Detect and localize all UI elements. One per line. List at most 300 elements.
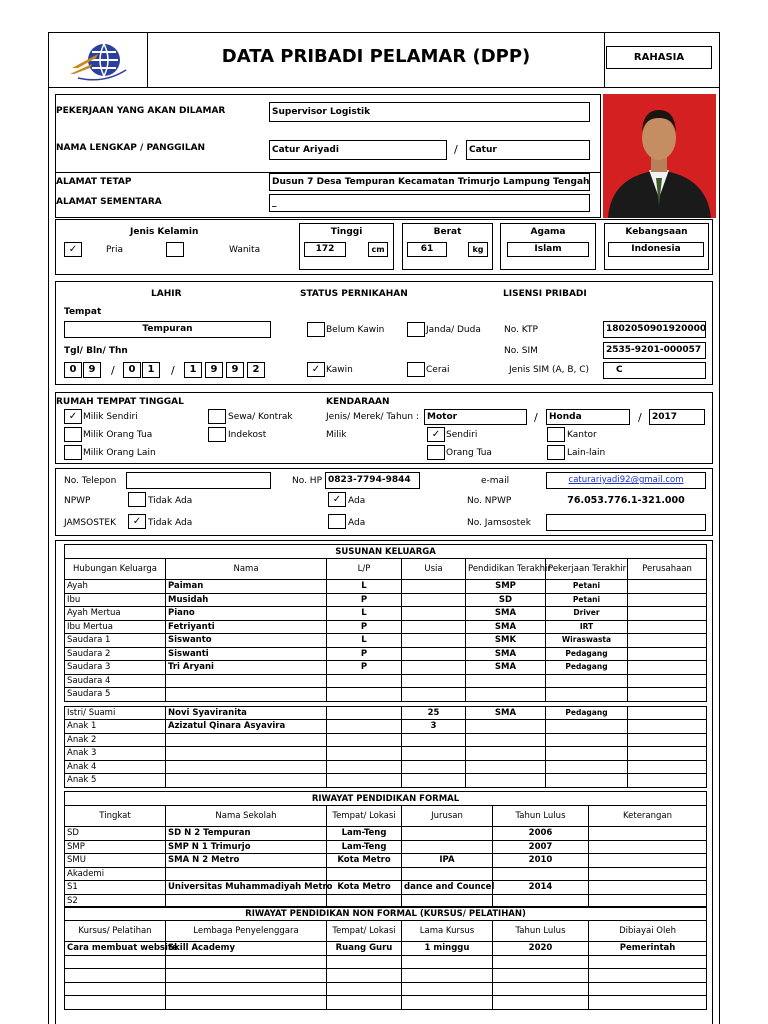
- email-link[interactable]: caturariyadi92@gmail.com: [568, 475, 684, 485]
- family-header-cell: Perusahaan: [628, 559, 707, 580]
- fixed-address-label: ALAMAT TETAP: [56, 177, 132, 187]
- courses-header-cell: Tahun Lulus: [493, 921, 589, 942]
- family-cell: [402, 607, 466, 621]
- family-cell: [546, 674, 628, 688]
- family-table: [64, 544, 707, 788]
- family-cell: [628, 607, 707, 621]
- courses-cell: [166, 955, 327, 969]
- family-cell: 3: [402, 720, 466, 734]
- family-cell: Piano: [166, 607, 327, 621]
- jamsostek-none-checkbox[interactable]: ✓: [128, 514, 146, 529]
- family-cell: Fetriyanti: [166, 620, 327, 634]
- birth-place-field[interactable]: Tempuran: [64, 321, 271, 338]
- courses-cell: [402, 982, 493, 996]
- courses-cell: [65, 996, 166, 1010]
- ktp-field[interactable]: 1802050901920000: [603, 321, 706, 338]
- family-cell: L: [327, 580, 402, 594]
- courses-header-cell: Lama Kursus: [402, 921, 493, 942]
- family-cell: Musidah: [166, 593, 327, 607]
- family-cell: [327, 706, 402, 720]
- family-cell: L: [327, 607, 402, 621]
- vehicle-others-checkbox[interactable]: [547, 445, 565, 460]
- address-divider: [55, 172, 601, 173]
- family-cell: P: [327, 661, 402, 675]
- education-title: RIWAYAT PENDIDIKAN FORMAL: [65, 792, 707, 806]
- divorced-label: Cerai: [426, 365, 450, 375]
- family-title: SUSUNAN KELUARGA: [65, 545, 707, 559]
- family-cell: [402, 688, 466, 702]
- courses-cell: [65, 982, 166, 996]
- height-unit: cm: [368, 242, 388, 257]
- kost-checkbox[interactable]: [208, 427, 226, 442]
- courses-cell: [327, 955, 402, 969]
- family-cell: Novi Syaviranita: [166, 706, 327, 720]
- education-cell: Kota Metro: [327, 881, 402, 895]
- married-checkbox[interactable]: ✓: [307, 362, 325, 377]
- vehicle-office-label: Kantor: [567, 430, 597, 440]
- family-row: [65, 706, 707, 720]
- npwp-none-label: Tidak Ada: [148, 496, 193, 506]
- family-cell: Paiman: [166, 580, 327, 594]
- gender-label: Jenis Kelamin: [130, 227, 199, 237]
- courses-cell: [402, 996, 493, 1010]
- courses-cell: [589, 996, 707, 1010]
- nickname-field[interactable]: Catur: [466, 140, 590, 160]
- family-cell: [402, 674, 466, 688]
- family-cell: Pedagang: [546, 647, 628, 661]
- education-cell: 2007: [493, 840, 589, 854]
- family-cell: SMK: [466, 634, 546, 648]
- female-label: Wanita: [229, 245, 261, 255]
- npwp-yes-checkbox[interactable]: ✓: [328, 492, 346, 507]
- others-house-checkbox[interactable]: [64, 445, 82, 460]
- family-cell: [466, 688, 546, 702]
- rent-checkbox[interactable]: [208, 409, 226, 424]
- family-cell: SMA: [466, 607, 546, 621]
- male-checkbox[interactable]: ✓: [64, 242, 82, 257]
- family-cell: SMP: [466, 580, 546, 594]
- family-cell: Pedagang: [546, 661, 628, 675]
- birth-place-label: Tempat: [64, 307, 102, 317]
- others-house-label: Milik Orang Lain: [83, 448, 156, 458]
- family-cell: [546, 733, 628, 747]
- phone-field[interactable]: [126, 472, 271, 489]
- courses-header-row: [65, 921, 707, 942]
- family-cell: Ayah Mertua: [65, 607, 166, 621]
- family-cell: SMA: [466, 620, 546, 634]
- ktp-label: No. KTP: [504, 325, 538, 335]
- job-label: PEKERJAAN YANG AKAN DILAMAR: [56, 106, 226, 116]
- family-cell: SMA: [466, 661, 546, 675]
- family-cell: P: [327, 593, 402, 607]
- education-cell: [589, 867, 707, 881]
- nationality-field[interactable]: Indonesia: [608, 242, 704, 257]
- jamsostek-number-field[interactable]: [546, 514, 706, 531]
- family-cell: Petani: [546, 580, 628, 594]
- name-separator: /: [454, 143, 458, 156]
- family-cell: [166, 774, 327, 788]
- education-header-cell: Tempat/ Lokasi: [327, 806, 402, 827]
- family-cell: Ibu: [65, 593, 166, 607]
- family-cell: Tri Aryani: [166, 661, 327, 675]
- sim-field[interactable]: 2535-9201-000057: [603, 342, 706, 359]
- family-cell: [166, 760, 327, 774]
- phone-label: No. Telepon: [64, 476, 117, 486]
- family-cell: [466, 720, 546, 734]
- family-cell: Anak 4: [65, 760, 166, 774]
- height-field[interactable]: 172: [304, 242, 346, 257]
- courses-cell: Cara membuat website: [65, 942, 166, 956]
- family-cell: [628, 593, 707, 607]
- family-cell: [628, 706, 707, 720]
- family-cell: [327, 720, 402, 734]
- npwp-none-checkbox[interactable]: [128, 492, 146, 507]
- divorced-checkbox[interactable]: [407, 362, 425, 377]
- education-cell: 2014: [493, 881, 589, 895]
- family-body: [65, 545, 707, 788]
- education-table: [64, 791, 707, 908]
- education-cell: Kota Metro: [327, 854, 402, 868]
- courses-cell: [65, 969, 166, 983]
- family-cell: [628, 733, 707, 747]
- vehicle-title: KENDARAAN: [326, 397, 390, 407]
- family-cell: [466, 774, 546, 788]
- education-header-cell: Jurusan: [402, 806, 493, 827]
- hp-label: No. HP: [292, 476, 322, 486]
- confidential-badge: RAHASIA: [606, 46, 712, 69]
- vehicle-sep-2: /: [638, 411, 642, 424]
- courses-cell: [589, 969, 707, 983]
- courses-cell: [493, 982, 589, 996]
- hp-field[interactable]: 0823-7794-9844: [325, 472, 420, 489]
- email-field[interactable]: [546, 472, 706, 489]
- jamsostek-label: JAMSOSTEK: [64, 518, 117, 528]
- male-label: Pria: [106, 245, 123, 255]
- full-name-field[interactable]: Catur Ariyadi: [269, 140, 447, 160]
- courses-header-cell: Lembaga Penyelenggara: [166, 921, 327, 942]
- family-row: [65, 620, 707, 634]
- birth-title: LAHIR: [151, 289, 182, 299]
- family-cell: [628, 720, 707, 734]
- courses-cell: [327, 969, 402, 983]
- vehicle-brand-field[interactable]: Honda: [546, 409, 630, 425]
- parents-house-label: Milik Orang Tua: [83, 430, 153, 440]
- family-cell: IRT: [546, 620, 628, 634]
- job-field[interactable]: Supervisor Logistik: [269, 102, 590, 122]
- jamsostek-yes-checkbox[interactable]: [328, 514, 346, 529]
- marital-title: STATUS PERNIKAHAN: [300, 289, 408, 299]
- single-checkbox[interactable]: [307, 322, 325, 337]
- courses-cell: [166, 982, 327, 996]
- family-row: [65, 593, 707, 607]
- family-row: [65, 733, 707, 747]
- family-cell: Pedagang: [546, 706, 628, 720]
- education-cell: dance and Councel: [402, 881, 493, 895]
- family-row: [65, 674, 707, 688]
- family-header-cell: L/P: [327, 559, 402, 580]
- family-cell: [466, 733, 546, 747]
- courses-cell: [493, 969, 589, 983]
- family-cell: [166, 674, 327, 688]
- courses-cell: 1 minggu: [402, 942, 493, 956]
- vehicle-own-label: Sendiri: [446, 430, 478, 440]
- vehicle-year-field[interactable]: 2017: [649, 409, 705, 425]
- courses-row: [65, 969, 707, 983]
- birth-date-label: Tgl/ Bln/ Thn: [64, 346, 128, 356]
- birth-month-digit-2[interactable]: 1: [142, 362, 160, 378]
- courses-cell: Pemerintah: [589, 942, 707, 956]
- courses-cell: [327, 996, 402, 1010]
- family-cell: [402, 747, 466, 761]
- family-header-row: [65, 559, 707, 580]
- vehicle-office-checkbox[interactable]: [547, 427, 565, 442]
- vehicle-owner-label: Milik: [326, 430, 347, 440]
- family-cell: SMA: [466, 706, 546, 720]
- family-header-cell: Hubungan Keluarga: [65, 559, 166, 580]
- height-label: Tinggi: [330, 227, 363, 237]
- family-cell: Petani: [546, 593, 628, 607]
- vehicle-others-label: Lain-lain: [567, 448, 606, 458]
- education-cell: IPA: [402, 854, 493, 868]
- birth-date-sep-1: /: [111, 364, 115, 377]
- education-cell: Universitas Muhammadiyah Metro: [166, 881, 327, 895]
- education-cell: Lam-Teng: [327, 840, 402, 854]
- courses-row: [65, 942, 707, 956]
- courses-title: RIWAYAT PENDIDIKAN NON FORMAL (KURSUS/ PELATIHAN): [65, 907, 707, 921]
- education-header-cell: Nama Sekolah: [166, 806, 327, 827]
- family-cell: [546, 720, 628, 734]
- family-cell: Ayah: [65, 580, 166, 594]
- family-cell: [327, 747, 402, 761]
- own-house-checkbox[interactable]: ✓: [64, 409, 82, 424]
- vehicle-type-label: Jenis/ Merek/ Tahun :: [326, 412, 419, 422]
- family-cell: Azizatul Qinara Asyavira: [166, 720, 327, 734]
- family-row: [65, 607, 707, 621]
- family-cell: [628, 774, 707, 788]
- family-cell: Saudara 5: [65, 688, 166, 702]
- weight-field[interactable]: 61: [407, 242, 447, 257]
- fixed-address-field[interactable]: Dusun 7 Desa Tempuran Kecamatan Trimurjo Lampung Tengah: [269, 173, 590, 191]
- applicant-photo: [603, 94, 716, 218]
- family-row: [65, 661, 707, 675]
- courses-cell: 2020: [493, 942, 589, 956]
- vehicle-sep-1: /: [534, 411, 538, 424]
- birth-day-digit-2[interactable]: 9: [83, 362, 101, 378]
- family-cell: [546, 774, 628, 788]
- courses-body: [65, 907, 707, 1010]
- education-row: [65, 881, 707, 895]
- family-cell: [628, 580, 707, 594]
- education-title-row: [65, 792, 707, 806]
- family-cell: [402, 647, 466, 661]
- nationality-label: Kebangsaan: [625, 227, 688, 237]
- family-row: [65, 774, 707, 788]
- rent-label: Sewa/ Kontrak: [228, 412, 293, 422]
- family-header-cell: Pekerjaan Terakhir: [546, 559, 628, 580]
- birth-year-digit-1[interactable]: 1: [184, 362, 202, 378]
- education-cell: [589, 827, 707, 841]
- family-cell: [628, 634, 707, 648]
- family-header-cell: Pendidikan Terakhir: [466, 559, 546, 580]
- family-cell: [327, 760, 402, 774]
- npwp-yes-label: Ada: [348, 496, 366, 506]
- sim-type-field[interactable]: C: [603, 362, 706, 379]
- vehicle-parents-checkbox[interactable]: [427, 445, 445, 460]
- family-cell: [546, 747, 628, 761]
- family-header-cell: Usia: [402, 559, 466, 580]
- family-cell: [327, 688, 402, 702]
- npwp-number-label: No. NPWP: [467, 496, 512, 506]
- education-header-cell: Tingkat: [65, 806, 166, 827]
- license-title: LISENSI PRIBADI: [503, 289, 587, 299]
- courses-cell: [402, 955, 493, 969]
- vehicle-parents-label: Orang Tua: [446, 448, 492, 458]
- vehicle-type-field[interactable]: Motor: [424, 409, 527, 425]
- residence-title: RUMAH TEMPAT TINGGAL: [56, 397, 184, 407]
- family-cell: Istri/ Suami: [65, 706, 166, 720]
- education-cell: SMP N 1 Trimurjo: [166, 840, 327, 854]
- family-cell: [546, 688, 628, 702]
- courses-cell: [493, 996, 589, 1010]
- education-cell: [589, 881, 707, 895]
- family-cell: [466, 760, 546, 774]
- courses-header-cell: Kursus/ Pelatihan: [65, 921, 166, 942]
- weight-unit: kg: [468, 242, 488, 257]
- npwp-label: NPWP: [64, 496, 91, 506]
- family-title-row: [65, 545, 707, 559]
- education-cell: SMU: [65, 854, 166, 868]
- family-cell: [628, 760, 707, 774]
- family-cell: Anak 3: [65, 747, 166, 761]
- education-cell: [493, 867, 589, 881]
- education-row: [65, 827, 707, 841]
- family-cell: [466, 674, 546, 688]
- page-title: DATA PRIBADI PELAMAR (DPP): [221, 46, 531, 67]
- family-row: [65, 580, 707, 594]
- family-cell: [628, 674, 707, 688]
- family-cell: [402, 593, 466, 607]
- education-cell: 2010: [493, 854, 589, 868]
- family-cell: [628, 688, 707, 702]
- family-row: [65, 747, 707, 761]
- education-cell: 2006: [493, 827, 589, 841]
- education-cell: Akademi: [65, 867, 166, 881]
- family-cell: Anak 2: [65, 733, 166, 747]
- family-cell: [546, 760, 628, 774]
- sim-label: No. SIM: [504, 346, 538, 356]
- courses-header-cell: Dibiayai Oleh: [589, 921, 707, 942]
- family-cell: Siswanti: [166, 647, 327, 661]
- family-cell: Saudara 3: [65, 661, 166, 675]
- birth-year-digit-2[interactable]: 9: [205, 362, 223, 378]
- family-cell: Ibu Mertua: [65, 620, 166, 634]
- education-cell: [327, 867, 402, 881]
- family-cell: [402, 634, 466, 648]
- parents-house-checkbox[interactable]: [64, 427, 82, 442]
- family-cell: Driver: [546, 607, 628, 621]
- own-house-label: Milik Sendiri: [83, 412, 138, 422]
- courses-row: [65, 996, 707, 1010]
- sim-type-label: Jenis SIM (A, B, C): [509, 365, 590, 375]
- family-cell: SMA: [466, 647, 546, 661]
- family-cell: [166, 747, 327, 761]
- family-cell: Anak 5: [65, 774, 166, 788]
- family-cell: [402, 760, 466, 774]
- courses-row: [65, 955, 707, 969]
- weight-label: Berat: [433, 227, 462, 237]
- vehicle-own-checkbox[interactable]: ✓: [427, 427, 445, 442]
- education-row: [65, 840, 707, 854]
- temp-address-field[interactable]: _: [269, 194, 590, 212]
- family-cell: P: [327, 620, 402, 634]
- family-cell: [628, 747, 707, 761]
- family-header-cell: Nama: [166, 559, 327, 580]
- education-header-cell: Tahun Lulus: [493, 806, 589, 827]
- kost-label: Indekost: [228, 430, 267, 440]
- family-cell: Saudara 1: [65, 634, 166, 648]
- education-cell: S2: [65, 894, 166, 908]
- courses-header-cell: Tempat/ Lokasi: [327, 921, 402, 942]
- courses-title-row: [65, 907, 707, 921]
- family-cell: Saudara 2: [65, 647, 166, 661]
- header-logo-cell: [48, 32, 148, 88]
- widow-checkbox[interactable]: [407, 322, 425, 337]
- name-label: NAMA LENGKAP / PANGGILAN: [56, 143, 206, 153]
- education-header-row: [65, 806, 707, 827]
- family-cell: Anak 1: [65, 720, 166, 734]
- npwp-number-value[interactable]: 76.053.776.1-321.000: [567, 495, 685, 506]
- birth-month-digit-1[interactable]: 0: [123, 362, 141, 378]
- family-cell: [628, 661, 707, 675]
- jamsostek-number-label: No. Jamsostek: [467, 518, 531, 528]
- education-cell: SD N 2 Tempuran: [166, 827, 327, 841]
- family-cell: [628, 647, 707, 661]
- education-cell: [402, 827, 493, 841]
- education-cell: S1: [65, 881, 166, 895]
- courses-cell: Skill Academy: [166, 942, 327, 956]
- birth-day-digit-1[interactable]: 0: [64, 362, 82, 378]
- education-cell: Lam-Teng: [327, 827, 402, 841]
- religion-label: Agama: [530, 227, 566, 237]
- family-cell: [628, 620, 707, 634]
- education-cell: SMA N 2 Metro: [166, 854, 327, 868]
- family-cell: 25: [402, 706, 466, 720]
- religion-field[interactable]: Islam: [507, 242, 589, 257]
- education-cell: [589, 854, 707, 868]
- birth-year-digit-3[interactable]: 9: [226, 362, 244, 378]
- family-cell: [166, 733, 327, 747]
- family-row: [65, 634, 707, 648]
- education-cell: [402, 867, 493, 881]
- widow-label: Janda/ Duda: [426, 325, 481, 335]
- courses-table: [64, 906, 707, 1010]
- courses-cell: [327, 982, 402, 996]
- education-row: [65, 854, 707, 868]
- courses-cell: Ruang Guru: [327, 942, 402, 956]
- female-checkbox[interactable]: [166, 242, 184, 257]
- birth-date-sep-2: /: [171, 364, 175, 377]
- family-cell: Siswanto: [166, 634, 327, 648]
- family-cell: [402, 661, 466, 675]
- education-row: [65, 867, 707, 881]
- courses-cell: [166, 969, 327, 983]
- birth-year-digit-4[interactable]: 2: [247, 362, 265, 378]
- jamsostek-none-label: Tidak Ada: [148, 518, 193, 528]
- family-cell: [327, 774, 402, 788]
- courses-cell: [589, 982, 707, 996]
- family-cell: SD: [466, 593, 546, 607]
- education-cell: [166, 867, 327, 881]
